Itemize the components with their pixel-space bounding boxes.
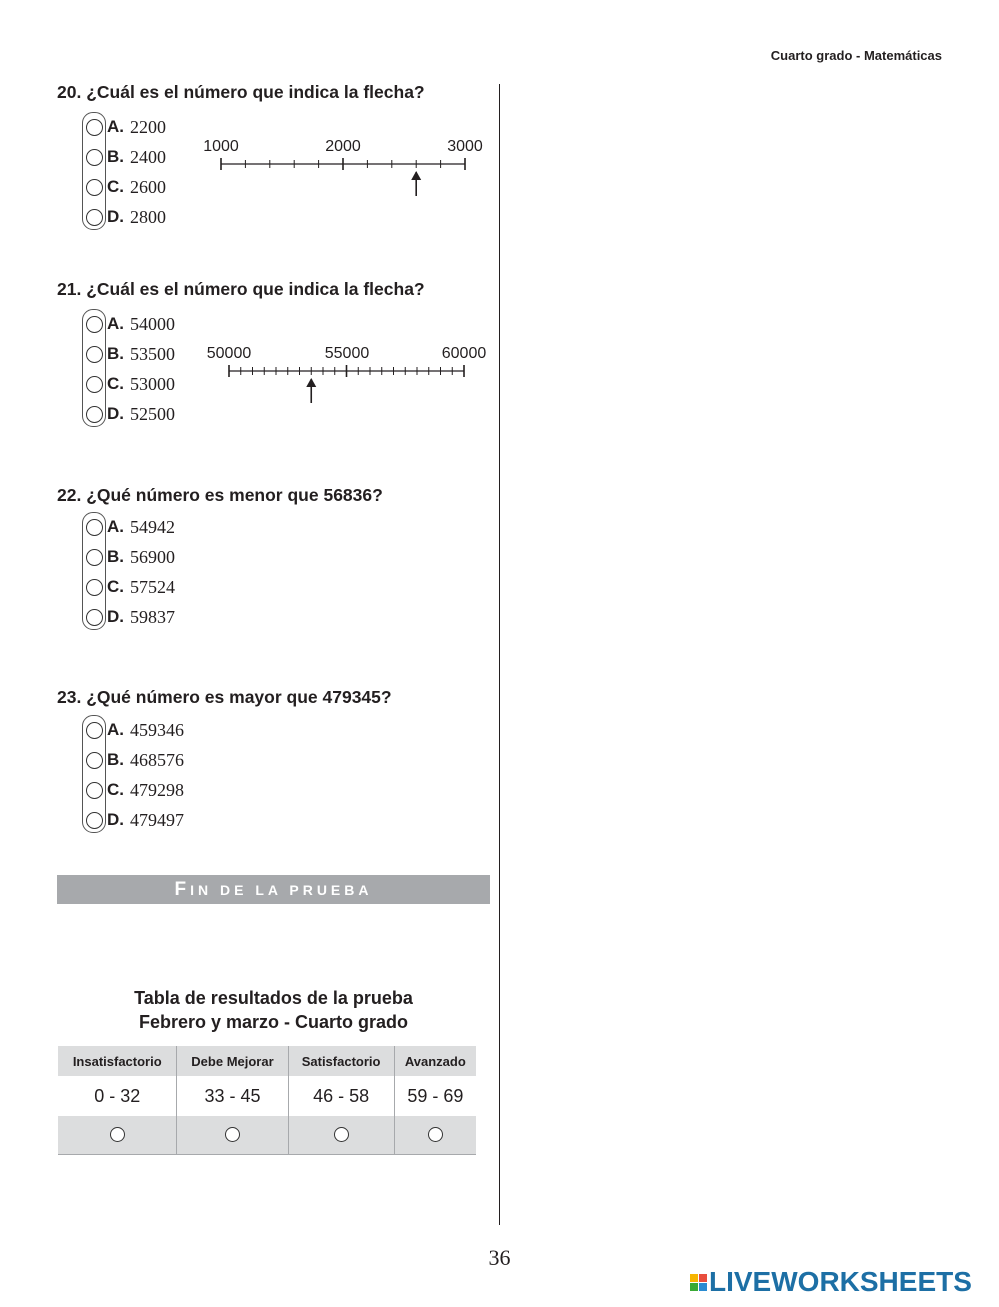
question-23-option-group	[82, 715, 184, 833]
option-b[interactable]: B. 56900	[83, 542, 175, 572]
header-debe-mejorar: Debe Mejorar	[177, 1046, 288, 1076]
option-a[interactable]: A. 54942	[83, 512, 175, 542]
arrow-head-icon	[306, 378, 316, 387]
results-ranges-row	[58, 1076, 476, 1116]
radio-circle-icon[interactable]	[86, 549, 103, 566]
radio-circle-icon[interactable]	[86, 722, 103, 739]
question-20-title: 20. ¿Cuál es el número que indica la flecha?	[57, 82, 425, 102]
radio-circle-icon[interactable]	[86, 119, 103, 136]
results-title-line2: Febrero y marzo - Cuarto grado	[138, 1012, 409, 1032]
question-22-option-group	[82, 512, 175, 630]
result-radio-satisfactorio[interactable]	[334, 1127, 349, 1142]
range-debe-mejorar: 33 - 45	[177, 1076, 288, 1116]
option-a[interactable]: A. 54000	[83, 309, 175, 339]
number-line-svg	[229, 345, 469, 409]
liveworksheets-logo	[690, 1266, 972, 1298]
number-line-label: 2000	[325, 138, 361, 155]
question-21-title: 21. ¿Cuál es el número que indica la flecha?	[57, 279, 425, 299]
range-insatisfactorio: 0 - 32	[58, 1076, 177, 1116]
radio-circle-icon[interactable]	[86, 752, 103, 769]
logo-text: LIVEWORKSHEETS	[709, 1266, 972, 1297]
results-select-row	[58, 1116, 476, 1155]
radio-circle-icon[interactable]	[86, 609, 103, 626]
end-of-test-banner: FIN DE LA PRUEBA	[57, 875, 490, 904]
results-table	[58, 1046, 476, 1155]
number-line-svg	[221, 138, 471, 202]
range-satisfactorio: 46 - 58	[288, 1076, 394, 1116]
number-line-20	[203, 138, 483, 202]
question-23-title: 23. ¿Qué número es mayor que 479345?	[57, 687, 392, 707]
radio-circle-icon[interactable]	[86, 209, 103, 226]
question-22-title: 22. ¿Qué número es menor que 56836?	[57, 485, 383, 505]
radio-circle-icon[interactable]	[86, 782, 103, 799]
column-divider	[499, 84, 500, 1225]
logo-tiles-icon	[690, 1274, 707, 1291]
option-a[interactable]: A. 2200	[83, 112, 166, 142]
option-c[interactable]: C. 2600	[83, 172, 166, 202]
result-radio-avanzado[interactable]	[428, 1127, 443, 1142]
option-c[interactable]: C. 57524	[83, 572, 175, 602]
option-b[interactable]: B. 53500	[83, 339, 175, 369]
radio-circle-icon[interactable]	[86, 316, 103, 333]
header-satisfactorio: Satisfactorio	[288, 1046, 394, 1076]
option-c[interactable]: C. 53000	[83, 369, 175, 399]
number-line-label: 3000	[447, 138, 483, 155]
question-20-option-group	[82, 112, 166, 230]
option-d[interactable]: D. 2800	[83, 202, 166, 232]
number-line-label: 50000	[206, 345, 252, 362]
number-line-label: 55000	[324, 345, 370, 362]
option-a[interactable]: A. 459346	[83, 715, 184, 745]
number-line-label: 60000	[441, 345, 487, 362]
option-d[interactable]: D. 479497	[83, 805, 184, 835]
page-header: Cuarto grado - Matemáticas	[770, 48, 942, 63]
radio-circle-icon[interactable]	[86, 179, 103, 196]
result-radio-debe-mejorar[interactable]	[225, 1127, 240, 1142]
radio-circle-icon[interactable]	[86, 406, 103, 423]
radio-circle-icon[interactable]	[86, 812, 103, 829]
results-header-row	[58, 1046, 476, 1076]
question-21-option-group	[82, 309, 175, 427]
result-radio-insatisfactorio[interactable]	[110, 1127, 125, 1142]
option-b[interactable]: B. 468576	[83, 745, 184, 775]
header-insatisfactorio: Insatisfactorio	[58, 1046, 177, 1076]
page-number: 36	[488, 1245, 511, 1270]
radio-circle-icon[interactable]	[86, 149, 103, 166]
range-avanzado: 59 - 69	[407, 1085, 464, 1106]
radio-circle-icon[interactable]	[86, 579, 103, 596]
number-line-21	[206, 345, 487, 409]
arrow-head-icon	[411, 171, 421, 180]
option-d[interactable]: D. 52500	[83, 399, 175, 429]
header-avanzado: Avanzado	[394, 1046, 476, 1076]
results-title-line1: Tabla de resultados de la prueba	[134, 988, 413, 1008]
radio-circle-icon[interactable]	[86, 376, 103, 393]
option-c[interactable]: C. 479298	[83, 775, 184, 805]
number-line-label: 1000	[203, 138, 239, 155]
option-d[interactable]: D. 59837	[83, 602, 175, 632]
radio-circle-icon[interactable]	[86, 519, 103, 536]
option-b[interactable]: B. 2400	[83, 142, 166, 172]
radio-circle-icon[interactable]	[86, 346, 103, 363]
